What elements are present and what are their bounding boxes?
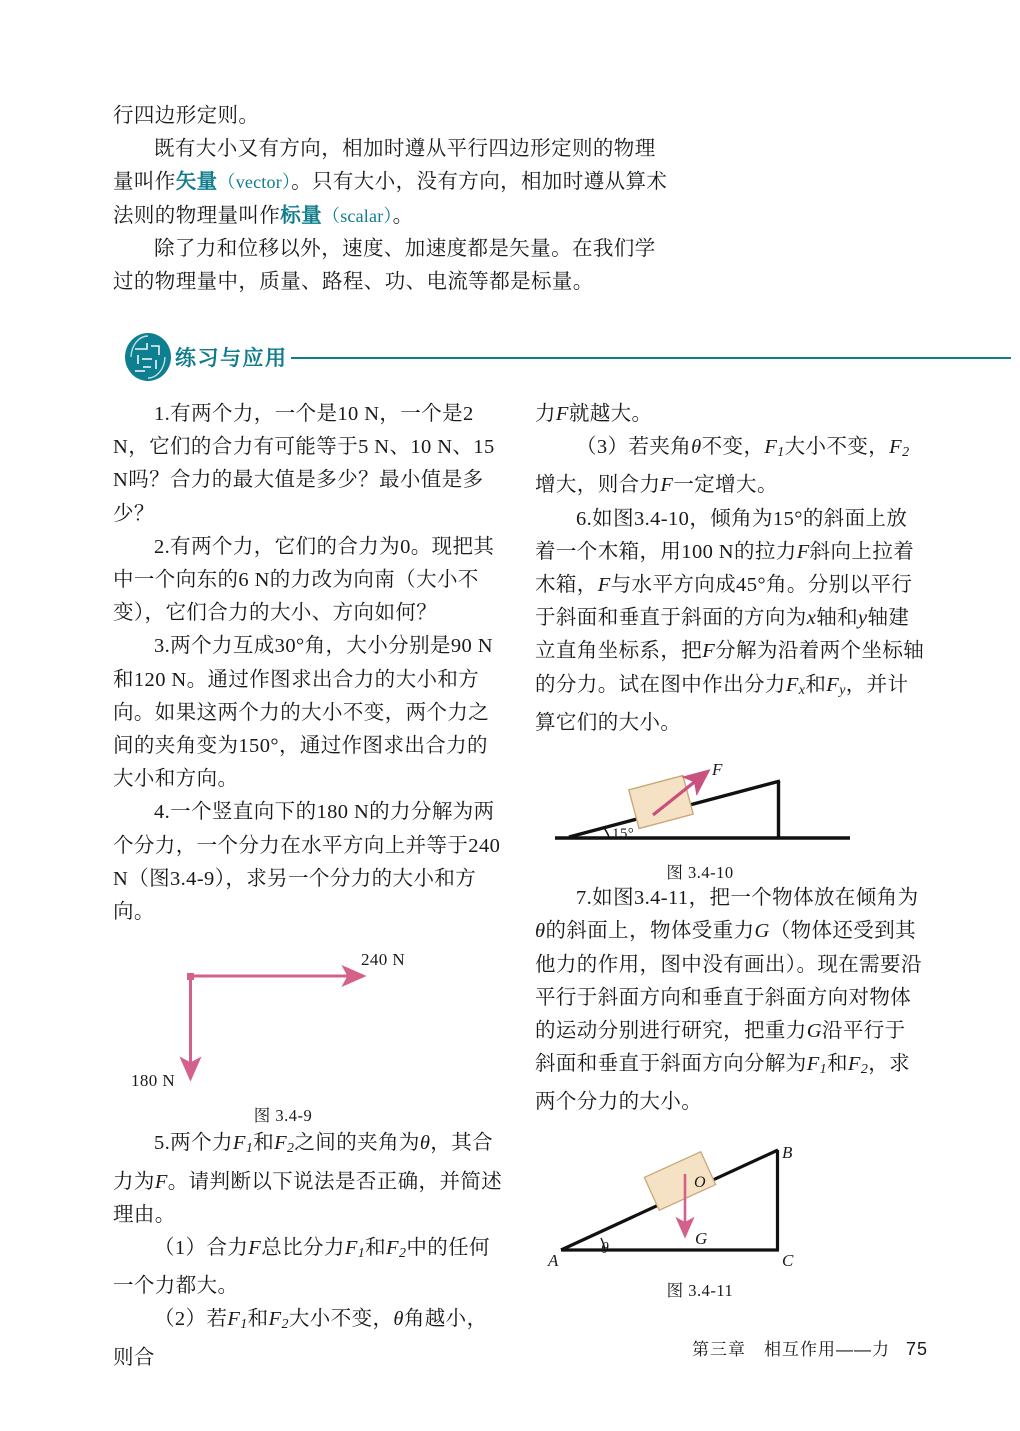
q6-F-1: F [796, 540, 810, 563]
q6-F-2: F [597, 574, 611, 597]
q7-f: ，求两个分力的大小。 [535, 1053, 911, 1114]
q7-F2-sub: 2 [860, 1062, 869, 1078]
figure-3-4-11-label-theta: θ [601, 1239, 610, 1257]
q5-and: 和 [253, 1132, 275, 1155]
q5-3-d: 增大，则合力 [535, 474, 661, 497]
exercise-6 [535, 503, 925, 740]
q6-a: 6.如图3.4-10，倾角为15°的斜面上放着一个木箱，用100 N的拉力 [535, 507, 908, 563]
q6-g: 和 [805, 673, 827, 696]
q5-theta: θ [419, 1132, 431, 1155]
q6-h: ，并计算它们的大小。 [535, 673, 909, 734]
q6-d: 轴和 [816, 607, 859, 630]
exercise-5-stem [113, 1127, 503, 1232]
section-title: 练习与应用 [175, 347, 288, 370]
q5-stem-b: 之间的夹角为 [294, 1132, 420, 1155]
q5-2-c: 大小不变， [288, 1308, 394, 1331]
q7-d: 沿平行于斜面和垂直于斜面方向分解为 [535, 1019, 906, 1076]
q5-F2-sub: 2 [287, 1141, 295, 1157]
figure-3-4-10 [535, 752, 925, 883]
figure-3-4-11-label-A: A [548, 1250, 559, 1270]
q5-1-F1: F [344, 1236, 358, 1259]
q5-F1-sub: 1 [245, 1141, 254, 1157]
q5-1-b: 总比分力 [261, 1236, 345, 1259]
paragraph-examples: 除了力和位移以外，速度、加速度都是矢量。在我们学过的物理量中，质量、路程、功、电流等都是标量。 [113, 237, 656, 294]
q6-e: 轴建立直角坐标系，把 [535, 607, 910, 663]
q5-3-c: 大小不变， [784, 436, 890, 459]
q6-Fy-sub: y [839, 682, 846, 698]
q5-1-F2-sub: 2 [398, 1245, 407, 1261]
q7-F1: F [806, 1053, 820, 1076]
q5-F1: F [232, 1132, 246, 1155]
q6-y: y [858, 607, 868, 630]
figure-3-4-10-caption: 图 3.4-10 [666, 863, 734, 883]
q7-e: 和 [827, 1053, 848, 1076]
intro-text-block [113, 100, 673, 299]
term-scalar-zh: 标量 [280, 204, 323, 227]
exercise-3: 3.两个力互成30°角，大小分别是90 N和120 N。通过作图求出合力的大小和方向。如果这两个力的大小不变，两个力之间的夹角变为150°，通过作图求出合力的大小和方向。 [113, 635, 493, 791]
q5-1-F1-sub: 1 [357, 1245, 366, 1261]
q5-F2: F [274, 1132, 288, 1155]
q5-3-F2-sub: 2 [902, 445, 910, 461]
exercise-5-item-1 [113, 1232, 503, 1303]
q7-G-2: G [806, 1019, 822, 1042]
q5-F: F [154, 1170, 168, 1193]
exercise-5-item-3 [535, 431, 925, 502]
exercise-2: 2.有两个力，它们的合力为0。现把其中一个向东的6 N的力改为向南（大小不变），它们合力的大小、方向如何？ [113, 535, 495, 625]
q5-2-b: 和 [247, 1308, 269, 1331]
figure-3-4-10-label-F: F [712, 760, 723, 780]
exercise-4: 4.一个竖直向下的180 N的力分解为两个分力，一个分力在水平方向上并等于240 N（图3.4-9），求另一个分力的大小和方向。 [113, 801, 501, 924]
term-vector-zh: 矢量 [175, 171, 218, 194]
q5-2-F1-sub: 1 [240, 1317, 248, 1333]
figure-3-4-10-drawing [535, 752, 925, 856]
q5-1-d: 中的任何一个力都大。 [113, 1236, 490, 1298]
figure-3-4-11-label-C: C [782, 1250, 794, 1270]
q7-a: 7.如图3.4-11，把一个物体放在倾角为 [576, 887, 919, 910]
figure-3-4-11-drawing [535, 1134, 925, 1274]
q6-c: 与水平方向成45°角。分别以平行于斜面和垂直于斜面的方向为 [535, 574, 913, 630]
exercise-badge-icon [125, 333, 171, 381]
q5-2-F2: F [268, 1308, 282, 1331]
q5-2-d: 角越小，则合 [113, 1308, 488, 1369]
q5-2-label: （2） [154, 1308, 207, 1331]
q5-1-F2: F [386, 1236, 399, 1259]
q5-1-label: （1） [154, 1236, 207, 1259]
section-header [113, 332, 1013, 384]
q7-b: 的斜面上，物体受重力 [545, 920, 755, 943]
q5-3-b: 不变， [701, 436, 765, 459]
para1-part-a: 既有大小又有方向，相加时遵从平行四边形定则的物理量叫作 [113, 138, 656, 194]
q7-c: （物体还受到其他力的作用，图中没有画出）。现在需要沿平行于斜面方向和垂直于斜面方向对物体的运动分别进行研究，把重力 [535, 920, 922, 1042]
figure-3-4-9-caption: 图 3.4-9 [253, 1106, 313, 1126]
cont-F: F [555, 403, 569, 425]
q6-f: 分解为沿着两个坐标轴的分力。试在图中作出分力 [535, 640, 925, 696]
term-vector-en: （vector） [217, 172, 292, 193]
figure-3-4-10-label-angle: 15° [612, 826, 635, 843]
page-footer [0, 1335, 1020, 1360]
q5-3-e: 一定增大。 [673, 474, 778, 497]
footer-chapter: 第三章 相互作用——力 [691, 1340, 890, 1359]
figure-3-4-11-caption: 图 3.4-11 [666, 1280, 734, 1300]
q5-2-a: 若 [206, 1308, 228, 1331]
figure-3-4-11-label-G: G [695, 1228, 708, 1248]
q5-stem-d: 。请判断以下说法是否正确，并简述理由。 [113, 1170, 503, 1226]
exercise-1: 1.有两个力，一个是10 N，一个是2 N，它们的合力有可能等于5 N、10 N、15 N吗？合力的最大值是多少？最小值是多少？ [113, 403, 495, 525]
figure-3-4-9 [113, 947, 503, 1127]
q6-Fy: F [826, 673, 840, 696]
term-scalar-en: （scalar） [322, 205, 393, 226]
page-number: 75 [905, 1339, 928, 1359]
q5-3-F2: F [889, 436, 903, 459]
q5-3-F1: F [764, 436, 778, 459]
q5-1-c: 和 [365, 1236, 387, 1259]
cont-b: 就越大。 [568, 403, 653, 425]
q5-1-a: 合力 [206, 1236, 249, 1259]
para1-part-c: 。 [392, 204, 414, 227]
q5-stem-c: ，其合力为 [113, 1132, 493, 1193]
q5-stem-a: 5.两个力 [154, 1132, 233, 1155]
continuation-line: 行四边形定则。 [113, 105, 260, 127]
figure-3-4-11 [535, 1134, 925, 1300]
left-column [113, 398, 503, 1375]
q7-F2: F [847, 1053, 861, 1076]
section-rule [291, 357, 1011, 359]
figure-3-4-9-label-180N: 180 N [131, 1071, 176, 1091]
q6-Fx-sub: x [798, 682, 806, 698]
q7-F1-sub: 1 [819, 1062, 828, 1078]
q6-x: x [806, 607, 817, 630]
q6-F-3: F [702, 640, 716, 663]
q5-2-F1: F [227, 1308, 241, 1331]
q6-b: 斜向上拉着木箱， [535, 540, 915, 597]
q5-1-F: F [248, 1236, 262, 1259]
q7-theta: θ [535, 920, 546, 943]
q5-3-label: （3） [576, 436, 629, 459]
q7-G-1: G [754, 920, 770, 943]
exercise-7 [535, 882, 925, 1119]
q5-2-F2-sub: 2 [281, 1317, 289, 1333]
exercise-5-item-2-continuation [535, 398, 925, 431]
right-column [535, 398, 925, 1300]
para1-part-b: 。只有大小，没有方向，相加时遵从算术法则的物理量叫作 [113, 171, 668, 227]
figure-3-4-9-label-240N: 240 N [361, 950, 406, 970]
figure-3-4-11-label-O: O [694, 1173, 706, 1191]
q5-3-a: 若夹角 [628, 436, 692, 459]
q5-3-F1-sub: 1 [777, 445, 785, 461]
figure-3-4-11-label-B: B [782, 1142, 793, 1162]
q6-Fx: F [785, 673, 799, 696]
cont-a: 力 [535, 403, 556, 425]
q5-2-theta: θ [393, 1308, 404, 1331]
q5-3-F: F [660, 474, 674, 497]
q5-3-theta: θ [691, 436, 702, 459]
paragraph-vector-scalar [113, 133, 673, 233]
